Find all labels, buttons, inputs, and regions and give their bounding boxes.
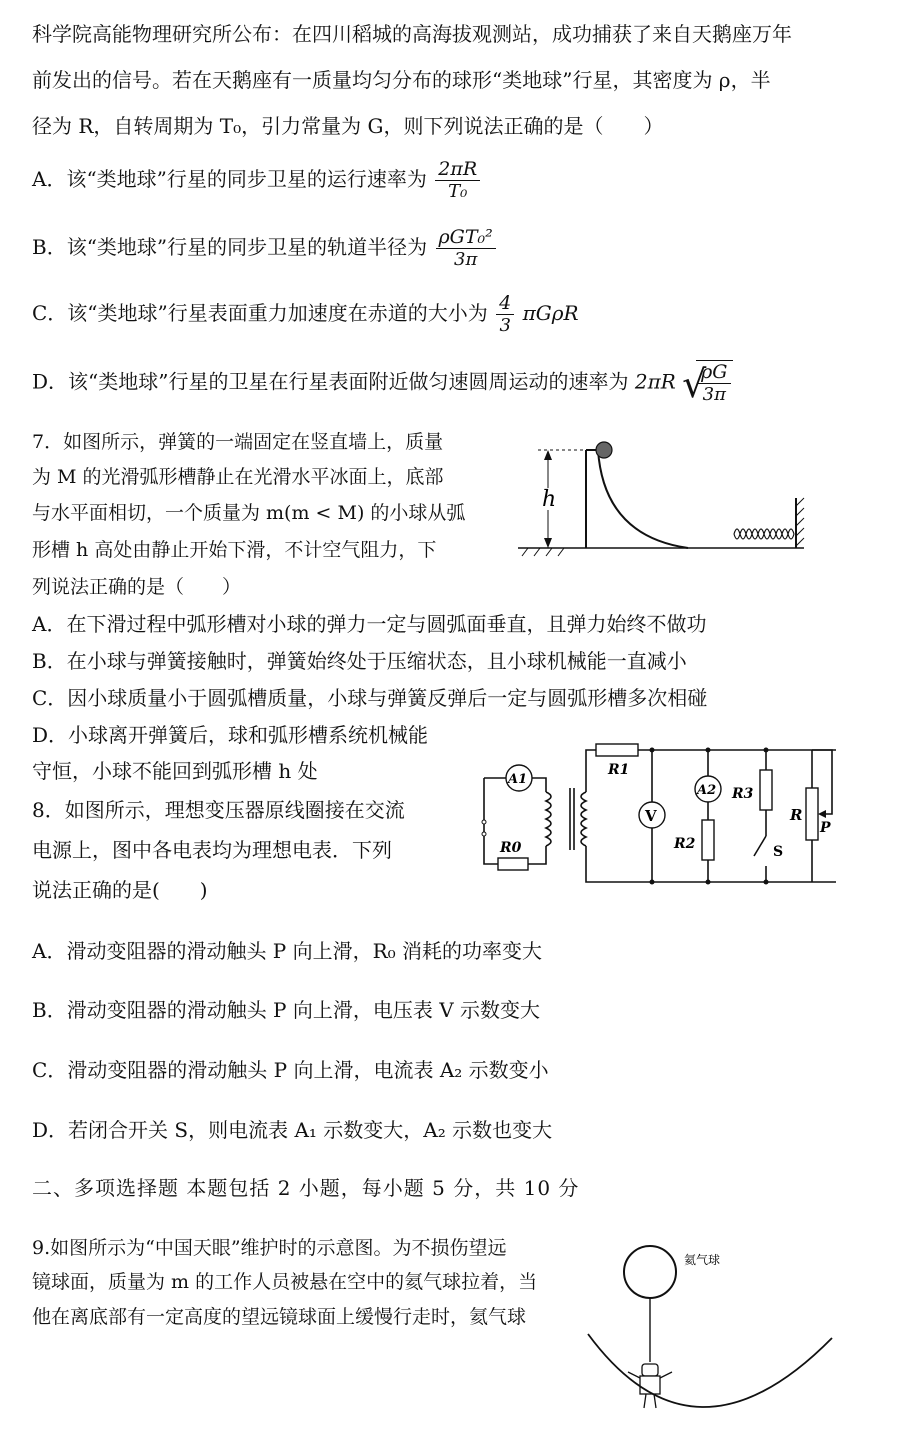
q6-option-c-numerator: 4 (496, 292, 514, 315)
q6-stem-line-3: 径为 R，自转周期为 T₀，引力常量为 G，则下列说法正确的是（ ） (32, 114, 664, 138)
q6-option-a (32, 158, 482, 203)
q6-option-b (32, 226, 498, 271)
sqrt-icon: √ (682, 362, 707, 406)
label-r: R (790, 806, 803, 824)
q6-option-d (32, 360, 733, 406)
balloon-icon (624, 1246, 676, 1298)
worker-icon (628, 1364, 672, 1408)
q7-option-a: A．在下滑过程中弧形槽对小球的弹力一定与圆弧面垂直，且弹力始终不做功 (32, 612, 707, 636)
q6-option-b-fraction (436, 226, 496, 271)
q6-stem-line-2: 前发出的信号。若在天鹅座有一质量均匀分布的球形“类地球”行星，其密度为 ρ，半 (32, 68, 771, 92)
q7-option-d-line-1: D．小球离开弹簧后，球和弧形槽系统机械能 (32, 723, 429, 747)
label-r1: R1 (608, 762, 630, 778)
q7-stem-line-3: 与水平面相切，一个质量为 m(m < M) 的小球从弧 (32, 502, 466, 524)
q7-stem-line-2: 为 M 的光滑弧形槽静止在光滑水平冰面上，底部 (32, 466, 444, 488)
q6-option-c (32, 292, 579, 337)
rheostat-icon (806, 788, 818, 840)
ball-icon (596, 442, 612, 458)
q6-option-d-numerator: ρG (698, 361, 730, 384)
spring-icon (734, 529, 794, 539)
section-2-heading: 二、多项选择题 本题包括 2 小题，每小题 5 分，共 10 分 (32, 1176, 580, 1200)
q9-stem-line-1: 9.如图所示为“中国天眼”维护时的示意图。为不损伤望远 (32, 1237, 507, 1259)
q6-stem-line-1: 科学院高能物理研究所公布：在四川稻城的高海拔观测站，成功捕获了来自天鹅座万年 (32, 22, 792, 46)
q6-option-a-denominator: T₀ (448, 181, 468, 202)
q6-option-c-fraction (496, 292, 514, 337)
q6-option-d-denominator: 3π (702, 384, 726, 405)
resistor-r3-icon (760, 770, 772, 810)
q8-circuit (476, 740, 846, 890)
q7-option-c: C．因小球质量小于圆弧槽质量，小球与弹簧反弹后一定与圆弧形槽多次相碰 (32, 686, 708, 710)
q6-option-c-denominator: 3 (499, 315, 511, 336)
q8-option-b: B．滑动变阻器的滑动触头 P 向上滑，电压表 V 示数变大 (32, 998, 541, 1022)
label-s: S (773, 844, 784, 860)
q7-stem-line-4: 形槽 h 高处由静止开始下滑，不计空气阻力，下 (32, 539, 437, 561)
resistor-r2-icon (702, 820, 714, 860)
q6-option-a-text: A．该“类地球”行星的同步卫星的运行速率为 (32, 167, 427, 191)
q6-option-b-text: B．该“类地球”行星的同步卫星的轨道半径为 (32, 235, 428, 259)
telescope-dish (588, 1334, 832, 1407)
q9-figure (584, 1238, 844, 1428)
q8-option-c: C．滑动变阻器的滑动触头 P 向上滑，电流表 A₂ 示数变小 (32, 1058, 549, 1082)
resistor-r0-icon (498, 858, 528, 870)
q9-stem-line-3: 他在离底部有一定高度的望远镜球面上缓慢行走时，氦气球 (32, 1306, 527, 1328)
label-r0: R0 (500, 840, 522, 856)
q7-stem-line-5: 列说法正确的是（ ） (32, 576, 242, 598)
q6-option-a-numerator: 2πR (435, 158, 480, 181)
q6-option-b-numerator: ρGT₀² (436, 226, 496, 249)
q7-stem-line-1: 7．如图所示，弹簧的一端固定在竖直墙上，质量 (32, 431, 444, 453)
q9-stem-line-2: 镜球面，质量为 m 的工作人员被悬在空中的氦气球拉着，当 (32, 1271, 538, 1293)
q7-figure (512, 436, 812, 556)
label-a1: A1 (508, 772, 528, 787)
q8-stem-line-1: 8．如图所示，理想变压器原线圈接在交流 (32, 798, 405, 822)
q7-option-b: B．在小球与弹簧接触时，弹簧始终处于压缩状态，且小球机械能一直减小 (32, 649, 687, 673)
q7-label-h: h (542, 487, 557, 512)
label-v: V (645, 807, 657, 825)
resistor-r1-icon (596, 744, 638, 756)
label-r2: R2 (674, 836, 696, 852)
q8-option-d: D．若闭合开关 S，则电流表 A₁ 示数变大，A₂ 示数也变大 (32, 1118, 553, 1142)
q6-option-d-prefix: 2πR (634, 369, 676, 394)
q6-option-d-text: D．该“类地球”行星的卫星在行星表面附近做匀速圆周运动的速率为 (32, 369, 629, 394)
label-a2: A2 (697, 783, 717, 798)
q6-option-d-sqrt (682, 360, 732, 406)
q6-option-c-text: C．该“类地球”行星表面重力加速度在赤道的大小为 (32, 301, 488, 325)
label-r3: R3 (732, 786, 754, 802)
q8-option-a: A．滑动变阻器的滑动触头 P 向上滑，R₀ 消耗的功率变大 (32, 939, 543, 963)
balloon-label: 氦气球 (684, 1253, 721, 1267)
q8-stem-line-3: 说法正确的是( ) (32, 878, 208, 902)
q6-option-a-fraction (435, 158, 480, 203)
q6-option-b-denominator: 3π (454, 249, 478, 270)
q6-option-c-tail: πGρR (522, 301, 579, 325)
q7-option-d-line-2: 守恒，小球不能回到弧形槽 h 处 (32, 759, 318, 783)
q8-stem-line-2: 电源上，图中各电表均为理想电表．下列 (32, 838, 392, 862)
label-p: P (820, 820, 831, 836)
